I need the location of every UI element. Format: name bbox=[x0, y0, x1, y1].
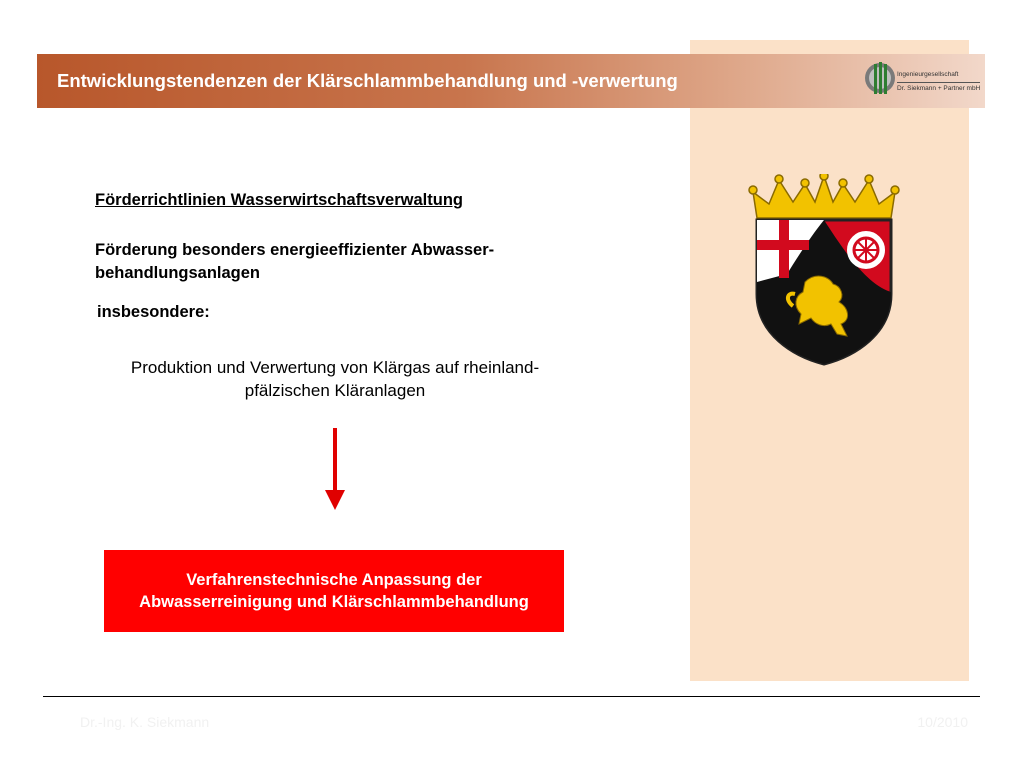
logo-text-line2: Dr. Siekmann + Partner mbH bbox=[897, 82, 980, 92]
result-box bbox=[104, 550, 564, 632]
subheading: insbesondere: bbox=[97, 303, 210, 321]
rheinland-pfalz-coat-of-arms-icon bbox=[745, 174, 903, 366]
footer-divider bbox=[43, 696, 980, 697]
company-logo-icon bbox=[863, 60, 897, 100]
footer-author: Dr.-Ing. K. Siekmann bbox=[80, 714, 210, 730]
header-bar bbox=[37, 54, 985, 108]
result-box-text: Verfahrenstechnische Anpassung der Abwasserreinigung und Klärschlammbehandlung bbox=[139, 571, 529, 611]
footer-date: 10/2010 bbox=[917, 714, 968, 730]
heading-underlined: Förderrichtlinien Wasserwirtschaftsverwaltung bbox=[95, 191, 463, 209]
slide-title: Entwicklungstendenzen der Klärschlammbehandlung und -verwertung bbox=[57, 70, 678, 91]
body-text: Produktion und Verwertung von Klärgas auf rheinland-pfälzischen Kläranlagen bbox=[130, 358, 540, 400]
logo-text-line1: Ingenieurgesellschaft bbox=[897, 71, 959, 78]
company-logo bbox=[863, 60, 981, 104]
heading-bold: Förderung besonders energieeffizienter Abwasser-behandlungsanlagen bbox=[95, 241, 495, 282]
arrow-down-icon bbox=[323, 428, 347, 512]
